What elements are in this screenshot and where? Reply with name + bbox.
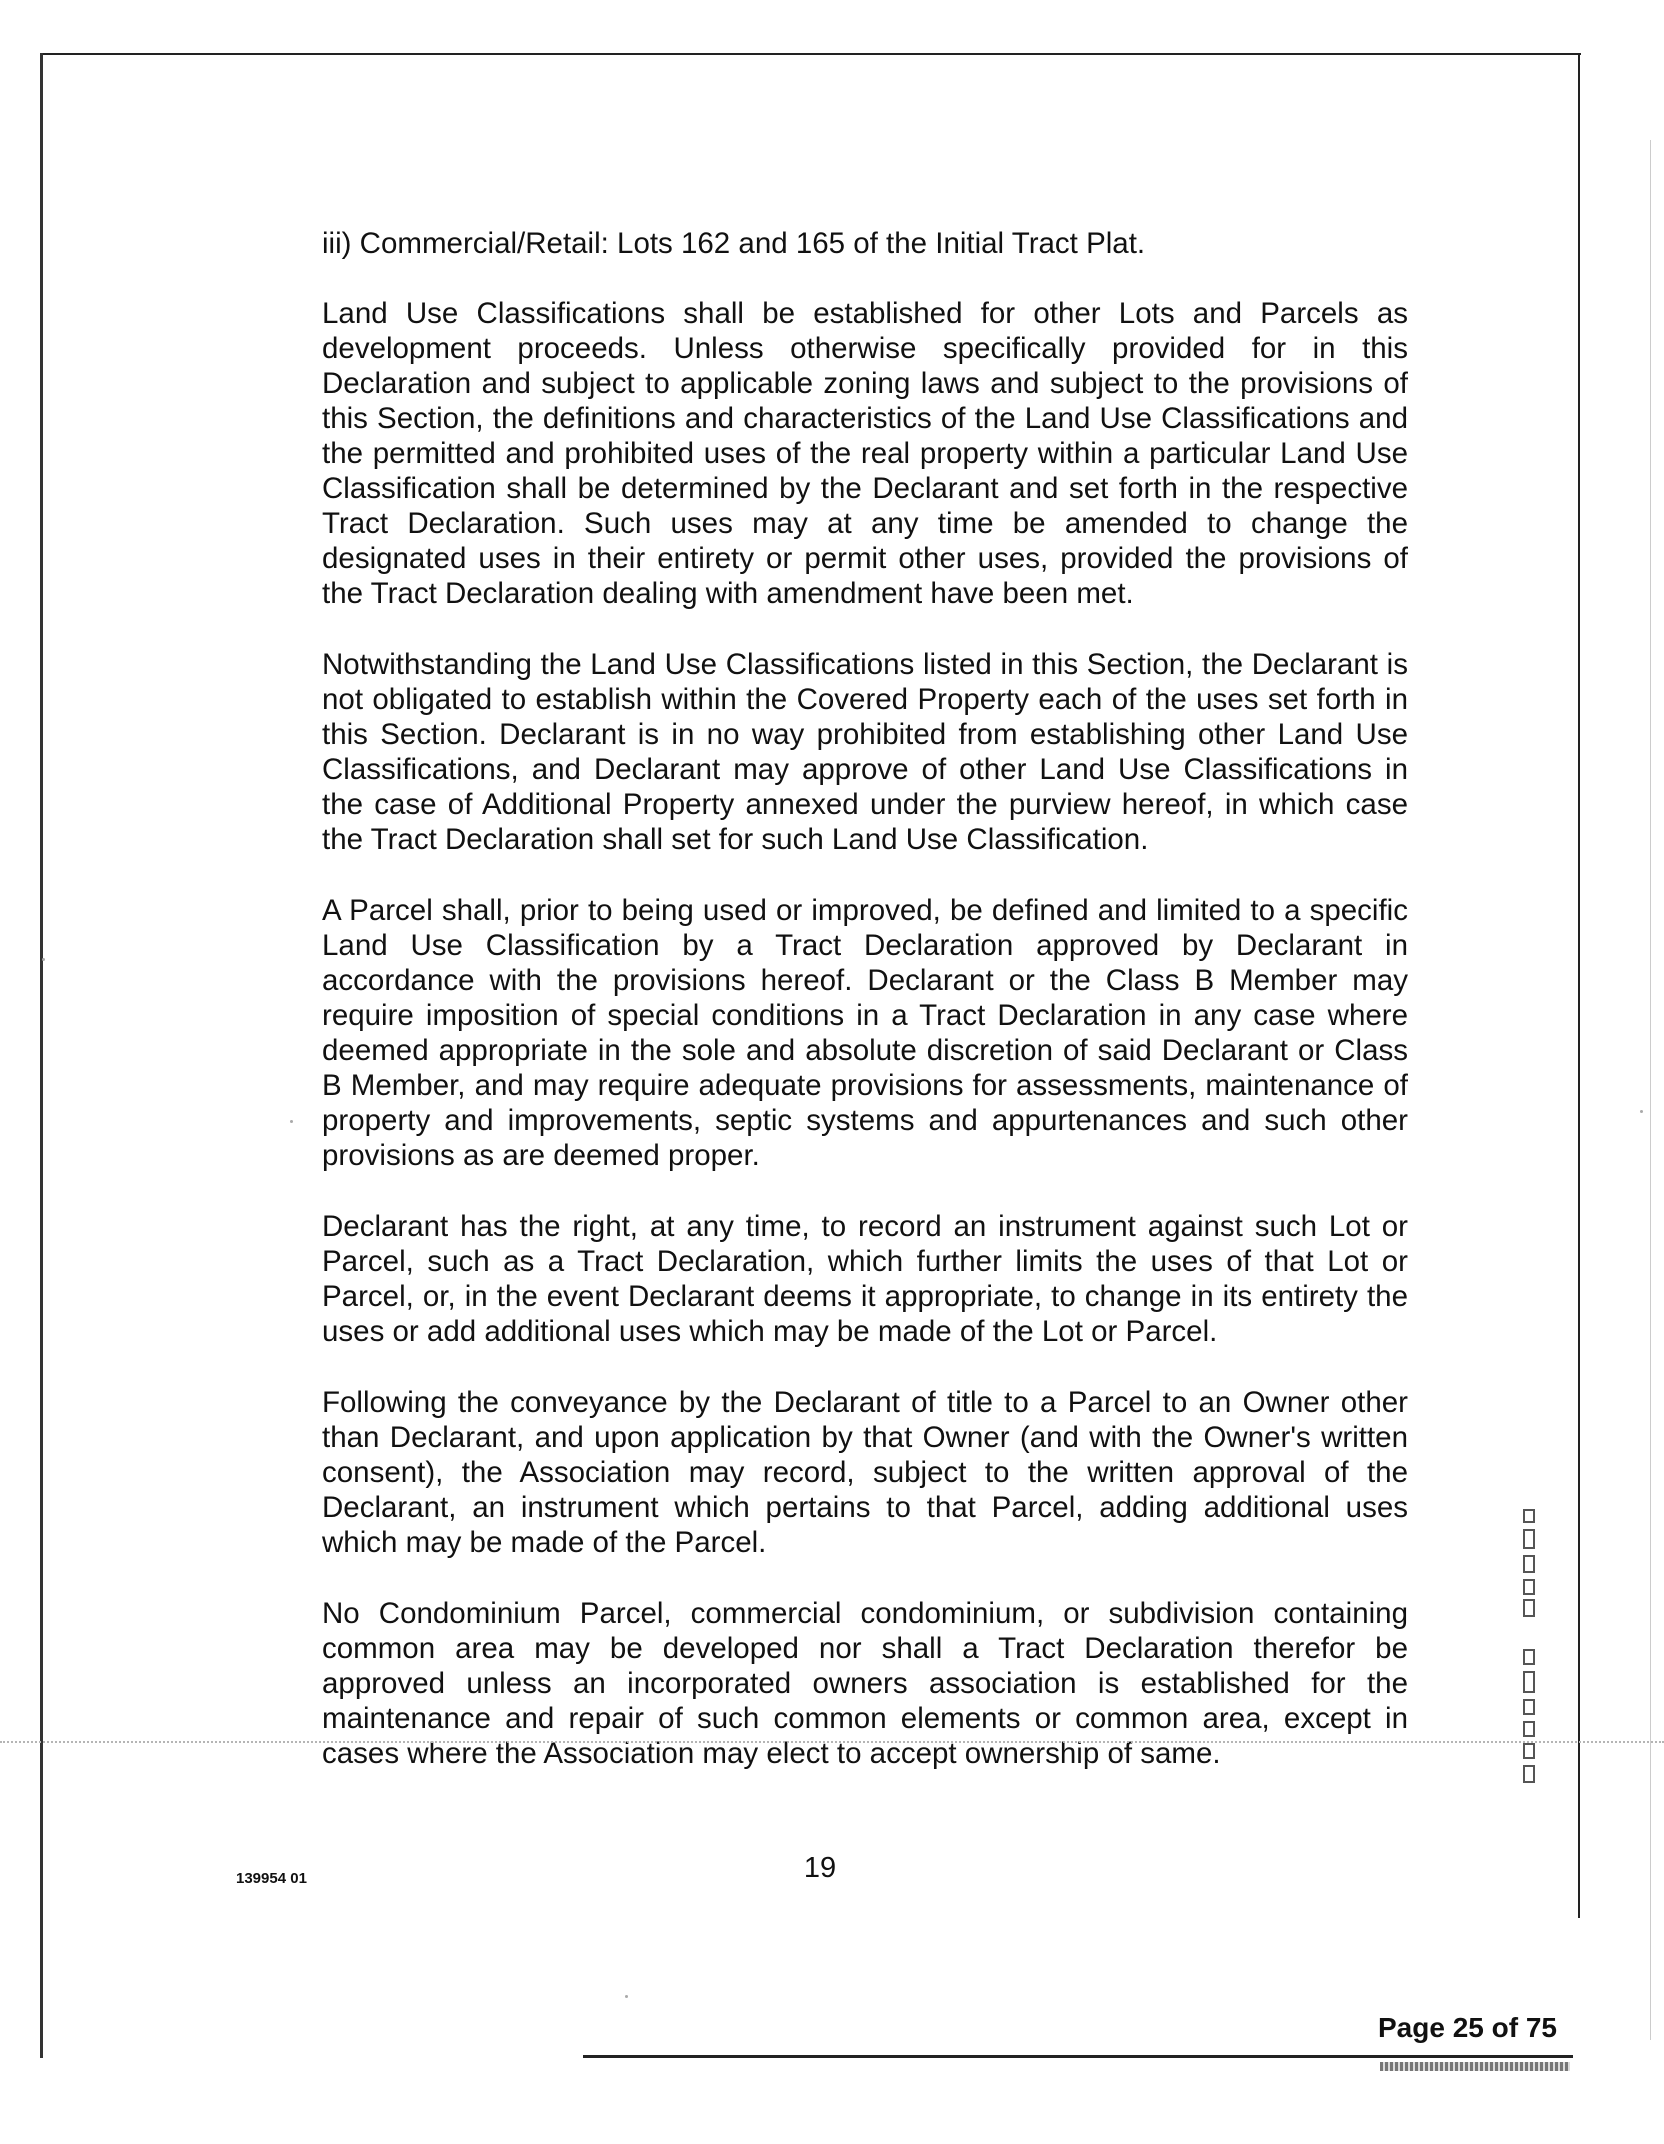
paragraph-parcel-definition: A Parcel shall, prior to being used or improved, be defined and limited to a specific Land Use Classification by a Tract Declaration approved by Declarant in accordance with the provisions hereof. Declarant or the Class B Member may require imposition of special conditions in a Tract Declaration in any case where deemed appropriate in the sole and absolute discretion of said Declarant or Class B Member, and may require adequate provisions for assessments, maintenance of property and improvements, septic systems and appurtenances and such other provisions as are deemed proper. — [322, 894, 1408, 1172]
scan-speck — [42, 958, 45, 961]
page-frame-right-border — [1578, 53, 1580, 1918]
scan-speck — [1640, 1110, 1643, 1113]
document-id: 139954 01 — [236, 1870, 307, 1887]
document-body — [322, 226, 1408, 1807]
paragraph-conveyance: Following the conveyance by the Declarant of title to a Parcel to an Owner other than Declarant, and upon application by that Owner (and with the Owner's written consent), the Association may record, subject to the written approval of the Declarant, an instrument which pertains to that Parcel, adding additional uses which may be made of the Parcel. — [322, 1386, 1408, 1559]
paragraph-notwithstanding: Notwithstanding the Land Use Classifications listed in this Section, the Declarant is not obligated to establish within the Covered Property each of the uses set forth in this Section. Declarant is in no way prohibited from establishing other Land Use Classifications, and Declarant may approve of other Land Use Classifications in the case of Additional Property annexed under the purview hereof, in which case the Tract Declaration shall set for such Land Use Classification. — [322, 648, 1408, 856]
scan-edge-line — [1650, 140, 1651, 2040]
page-count-label: Page 25 of 75 — [1378, 2012, 1557, 2043]
paragraph-condominium: No Condominium Parcel, commercial condominium, or subdivision containing common area may be developed nor shall a Tract Declaration therefor be approved unless an incorporated owners association is established for the maintenance and repair of such common elements or common area, except in cases where the Association may elect to accept ownership of same. — [322, 1597, 1408, 1770]
paragraph-commercial-retail: iii) Commercial/Retail: Lots 162 and 165 of the Initial Tract Plat. — [322, 227, 1146, 260]
scan-speck — [290, 1120, 293, 1123]
recording-stamp — [1508, 1500, 1556, 1800]
footer-rule — [583, 2055, 1573, 2058]
paragraph-declarant-right: Declarant has the right, at any time, to record an instrument against such Lot or Parcel, such as a Tract Declaration, which further limits the uses of that Lot or Parcel, or, in the event Declarant deems it appropriate, to change in its entirety the uses or add additional uses which may be made of the Lot or Parcel. — [322, 1210, 1408, 1348]
page-frame-top-border — [41, 53, 1581, 55]
paragraph-land-use-classifications: Land Use Classifications shall be established for other Lots and Parcels as development proceeds. Unless otherwise specifically provided for in this Declaration and subject to applicable zoning laws and subject to the provisions of this Section, the definitions and characteristics of the Land Use Classifications and the permitted and prohibited uses of the real property within a particular Land Use Classification shall be determined by the Declarant and set forth in the respective Tract Declaration. Such uses may at any time be amended to change the designated uses in their entirety or permit other uses, provided the provisions of the Tract Declaration dealing with amendment have been met. — [322, 297, 1408, 610]
page-number: 19 — [803, 1852, 837, 1884]
scan-speck — [625, 1995, 628, 1998]
page-frame-left-border — [40, 53, 43, 2058]
footer-timestamp-smudge — [1380, 2062, 1570, 2071]
scan-noise-line — [0, 1741, 1664, 1743]
